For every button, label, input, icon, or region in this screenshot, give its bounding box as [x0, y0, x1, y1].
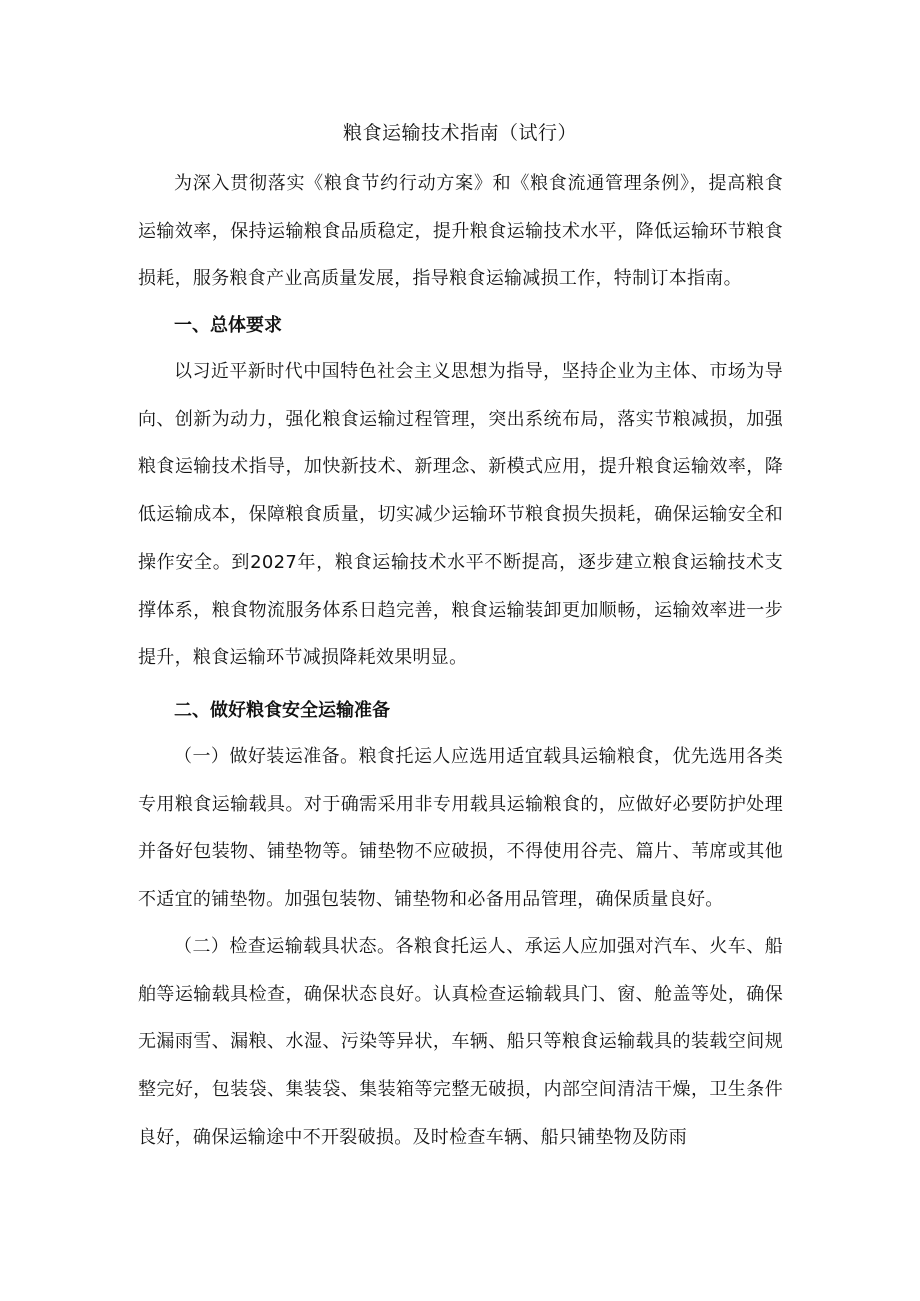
- vehicle-inspection-paragraph: （二）检查运输载具状态。各粮食托运人、承运人应加强对汽车、火车、船舶等运输载具检查，确保状态良好。认真检查运输载具门、窗、舱盖等处，确保无漏雨雪、漏粮、水湿、污染等异状，车辆、船只等粮食运输载具的装载空间规整完好，包装袋、集装袋、集装箱等完整无破损，内部空间清洁干燥，卫生条件良好，确保运输途中不开裂破损。及时检查车辆、船只铺垫物及防雨: [138, 936, 783, 1148]
- section-heading-transport-preparation: 二、做好粮食安全运输准备: [174, 700, 390, 721]
- general-requirements-paragraph: 以习近平新时代中国特色社会主义思想为指导，坚持企业为主体、市场为导向、创新为动力，强化粮食运输过程管理，突出系统布局，落实节粮减损，加强粮食运输技术指导，加快新技术、新理念、新模式应用，提升粮食运输效率，降低运输成本，保障粮食质量，切实减少运输环节粮食损失损耗，确保运输安全和操作安全。到2027年，粮食运输技术水平不断提高，逐步建立粮食运输技术支撑体系，粮食物流服务体系日趋完善，粮食运输装卸更加顺畅，运输效率进一步提升，粮食运输环节减损降耗效果明显。: [138, 361, 783, 669]
- section-heading-general-requirements: 一、总体要求: [174, 315, 282, 336]
- loading-preparation-paragraph: （一）做好装运准备。粮食托运人应选用适宜载具运输粮食，优先选用各类专用粮食运输载具。对于确需采用非专用载具运输粮食的，应做好必要防护处理并备好包装物、铺垫物等。铺垫物不应破损，不得使用谷壳、篇片、苇席或其他不适宜的铺垫物。加强包装物、铺垫物和必备用品管理，确保质量良好。: [138, 746, 783, 911]
- document-title: 粮食运输技术指南（试行）: [342, 122, 577, 144]
- intro-paragraph: 为深入贯彻落实《粮食节约行动方案》和《粮食流通管理条例》，提高粮食运输效率，保持运输粮食品质稳定，提升粮食运输技术水平，降低运输环节粮食损耗，服务粮食产业高质量发展，指导粮食运输减损工作，特制订本指南。: [138, 173, 783, 290]
